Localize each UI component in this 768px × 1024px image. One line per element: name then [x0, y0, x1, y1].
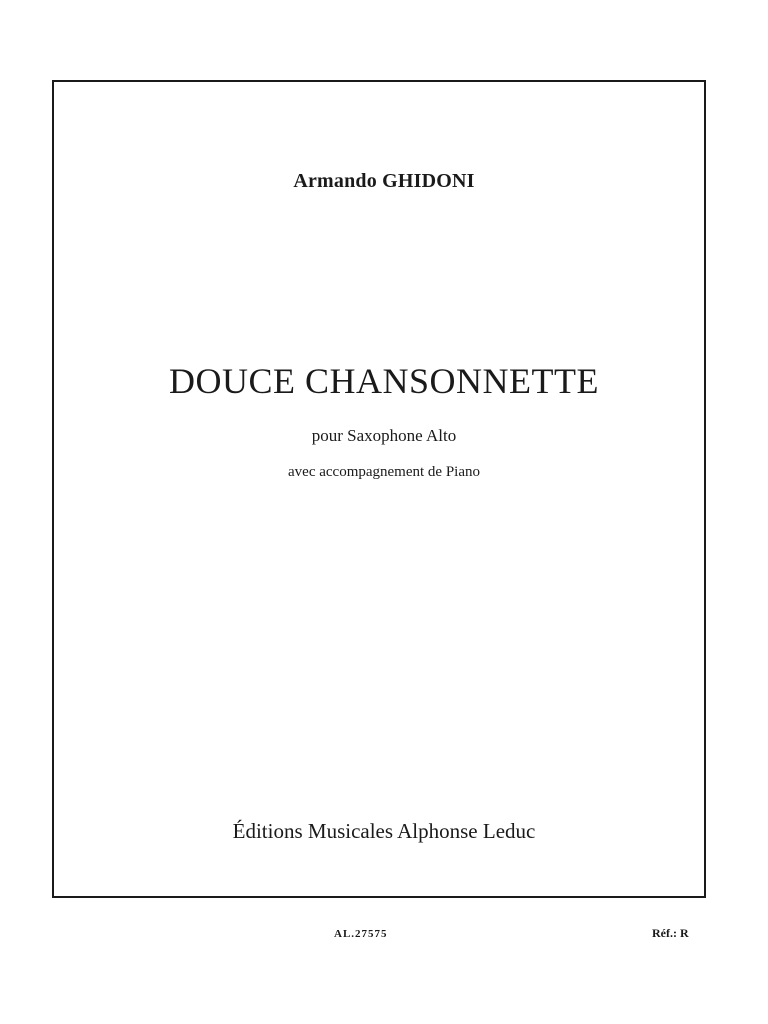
catalog-number: AL.27575 — [334, 928, 388, 940]
cover-frame — [52, 80, 706, 898]
composer-name: Armando GHIDONI — [293, 170, 475, 192]
piece-title: DOUCE CHANSONNETTE — [169, 361, 599, 401]
accompaniment-line: avec accompagnement de Piano — [288, 464, 480, 480]
reference-code: Réf.: R — [652, 926, 689, 940]
publisher-name: Éditions Musicales Alphonse Leduc — [232, 819, 536, 843]
instrument-line: pour Saxophone Alto — [311, 426, 457, 445]
